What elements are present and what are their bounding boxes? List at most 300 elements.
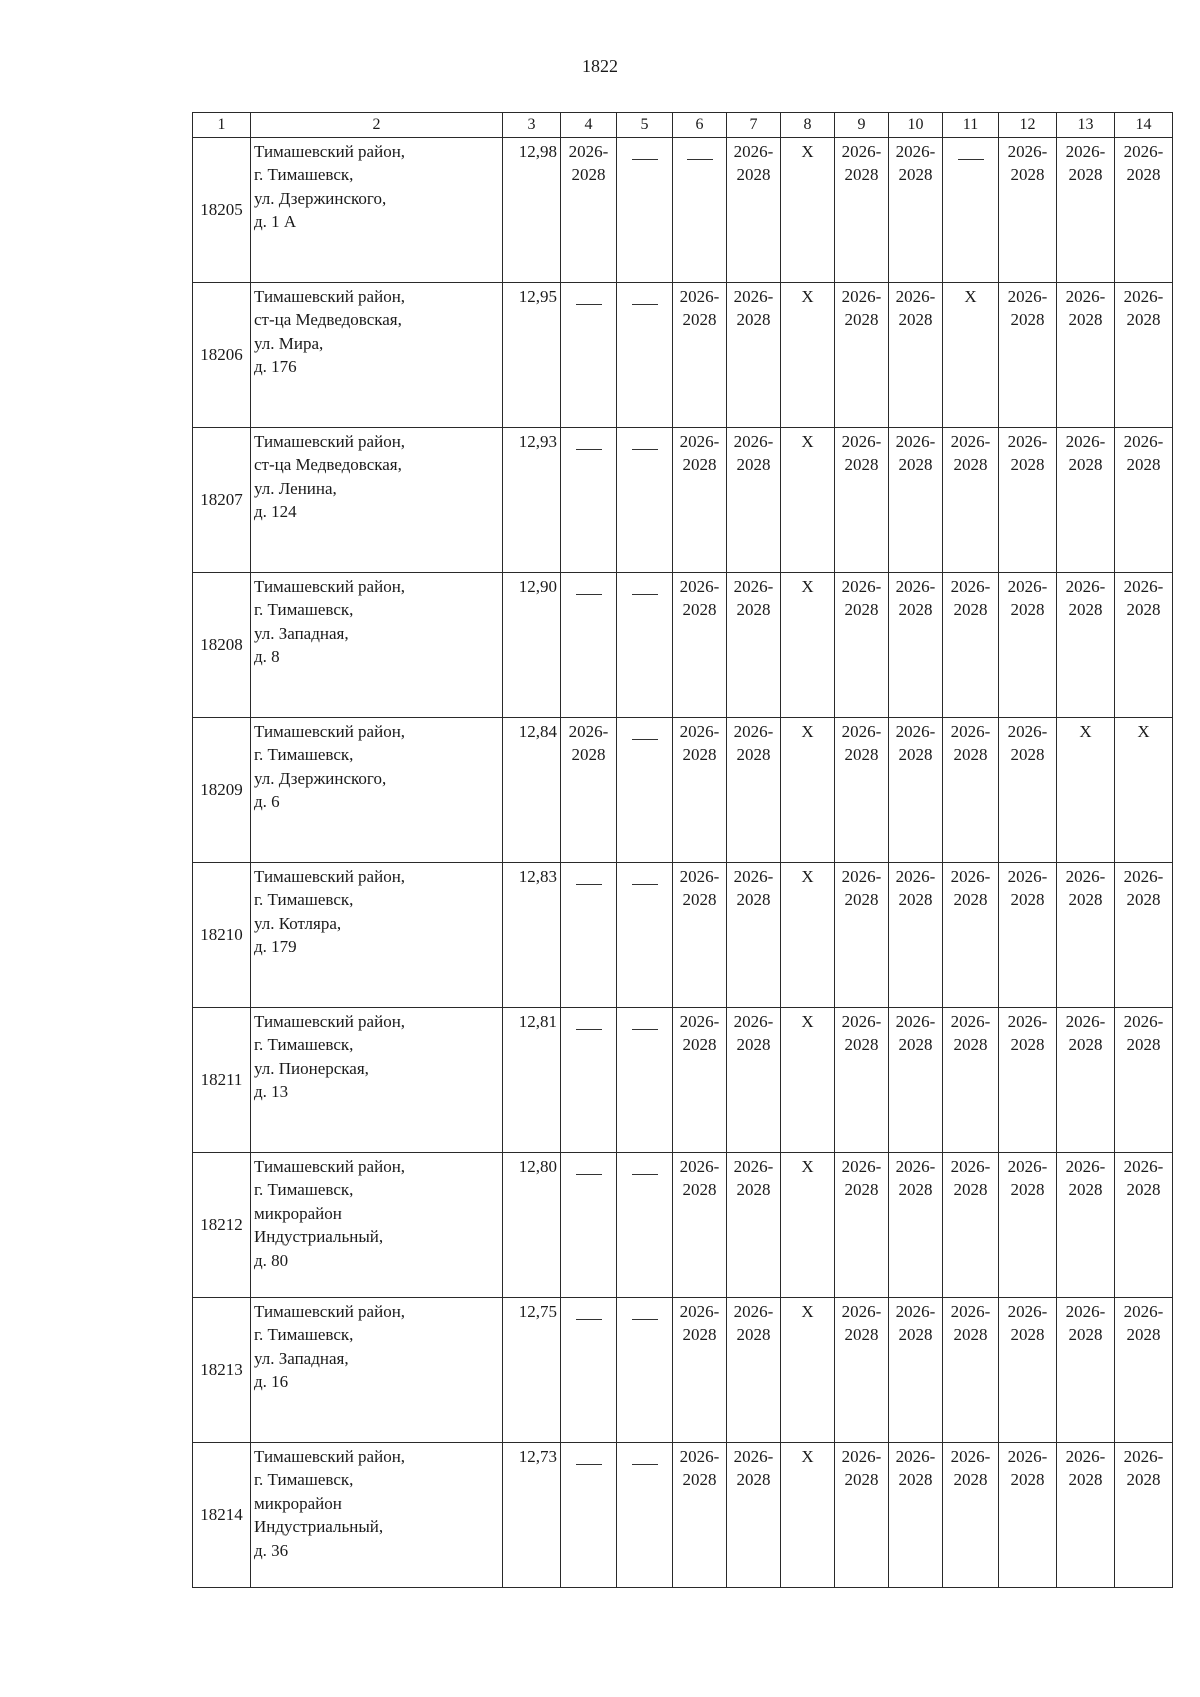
dash-cell	[673, 138, 727, 283]
dash-cell	[561, 1443, 617, 1588]
period-cell	[727, 138, 781, 283]
period-start: 2026-	[733, 142, 774, 161]
period-end: 2028	[898, 600, 933, 620]
period-cell	[889, 428, 943, 573]
period-start: 2026-	[1007, 1302, 1048, 1321]
period-end: 2028	[898, 1035, 933, 1055]
table-row	[193, 573, 1173, 718]
period-cell	[1115, 573, 1173, 718]
period-start: 2026-	[1065, 142, 1106, 161]
period-start: 2026-	[895, 287, 936, 306]
period-cell	[1115, 1298, 1173, 1443]
dash-cell	[617, 573, 673, 718]
period-cell	[1115, 138, 1173, 283]
address-cell	[251, 1298, 503, 1443]
address-line: ст-ца Медведовская,	[254, 455, 402, 475]
column-header: 5	[617, 113, 673, 138]
period-cell	[673, 428, 727, 573]
address-line: микрорайон	[254, 1203, 342, 1223]
period-start: 2026-	[1123, 432, 1164, 451]
period-end: 2028	[1010, 310, 1045, 330]
dash-mark	[632, 594, 658, 595]
period-cell	[1057, 138, 1115, 283]
period-end: 2028	[1126, 1325, 1161, 1345]
mark-cell: Х	[781, 1153, 835, 1298]
period-start: 2026-	[895, 1447, 936, 1466]
period-cell	[1057, 283, 1115, 428]
period-end: 2028	[953, 1470, 988, 1490]
column-header: 4	[561, 113, 617, 138]
period-start: 2026-	[1007, 1447, 1048, 1466]
column-header: 1	[193, 113, 251, 138]
period-start: 2026-	[1007, 867, 1048, 886]
share-cell: 12,75	[503, 1298, 561, 1443]
period-cell	[835, 718, 889, 863]
address-line: Тимашевский район,	[254, 577, 406, 596]
period-cell	[1057, 1153, 1115, 1298]
dash-mark	[632, 304, 658, 305]
period-start: 2026-	[679, 1302, 720, 1321]
period-cell	[943, 573, 999, 718]
mark-cell: Х	[781, 1443, 835, 1588]
period-end: 2028	[682, 600, 717, 620]
address-line: Тимашевский район,	[254, 722, 406, 741]
period-cell	[835, 1298, 889, 1443]
period-end: 2028	[1010, 890, 1045, 910]
dash-mark	[576, 449, 602, 450]
period-cell	[943, 1008, 999, 1153]
period-start: 2026-	[1123, 1447, 1164, 1466]
period-end: 2028	[953, 1035, 988, 1055]
period-start: 2026-	[679, 722, 720, 741]
dash-mark	[576, 1174, 602, 1175]
address-line: Тимашевский район,	[254, 1302, 406, 1321]
column-header: 7	[727, 113, 781, 138]
period-cell	[889, 283, 943, 428]
period-start: 2026-	[733, 577, 774, 596]
period-start: 2026-	[950, 1012, 991, 1031]
period-cell	[999, 1298, 1057, 1443]
dash-mark	[632, 159, 658, 160]
mark-cell: Х	[943, 283, 999, 428]
share-cell: 12,90	[503, 573, 561, 718]
period-cell	[673, 718, 727, 863]
period-end: 2028	[953, 600, 988, 620]
period-cell	[727, 718, 781, 863]
address-line: д. 124	[254, 502, 297, 522]
row-number: 18205	[193, 138, 251, 283]
period-end: 2028	[736, 1035, 771, 1055]
period-end: 2028	[1068, 1325, 1103, 1345]
address-cell	[251, 573, 503, 718]
period-cell	[727, 863, 781, 1008]
row-number: 18211	[193, 1008, 251, 1153]
period-end: 2028	[898, 745, 933, 765]
period-end: 2028	[1068, 310, 1103, 330]
period-start: 2026-	[1065, 1447, 1106, 1466]
address-line: Тимашевский район,	[254, 1157, 406, 1176]
period-cell	[889, 1008, 943, 1153]
dash-cell	[561, 1153, 617, 1298]
column-header: 10	[889, 113, 943, 138]
address-line: д. 1 А	[254, 212, 297, 232]
dash-mark	[576, 1464, 602, 1465]
column-header: 12	[999, 113, 1057, 138]
address-line: Тимашевский район,	[254, 867, 406, 886]
period-start: 2026-	[950, 1302, 991, 1321]
mark-cell: Х	[781, 428, 835, 573]
address-line: г. Тимашевск,	[254, 1325, 354, 1345]
period-cell	[1115, 428, 1173, 573]
period-cell	[727, 428, 781, 573]
period-end: 2028	[682, 890, 717, 910]
period-cell	[835, 863, 889, 1008]
period-cell	[1115, 1153, 1173, 1298]
register-table	[192, 112, 1173, 1588]
period-end: 2028	[844, 1035, 879, 1055]
row-number: 18212	[193, 1153, 251, 1298]
address-line: Индустриальный,	[254, 1517, 384, 1537]
mark-cell: Х	[781, 863, 835, 1008]
period-cell	[673, 1298, 727, 1443]
mark-cell: Х	[781, 283, 835, 428]
period-end: 2028	[1068, 890, 1103, 910]
period-end: 2028	[898, 455, 933, 475]
share-cell: 12,98	[503, 138, 561, 283]
period-start: 2026-	[950, 432, 991, 451]
period-start: 2026-	[733, 722, 774, 741]
period-cell	[943, 863, 999, 1008]
period-cell	[1115, 863, 1173, 1008]
period-end: 2028	[898, 1470, 933, 1490]
dash-cell	[561, 573, 617, 718]
address-line: Тимашевский район,	[254, 142, 406, 161]
address-line: г. Тимашевск,	[254, 1180, 354, 1200]
dash-mark	[576, 1319, 602, 1320]
address-line: д. 80	[254, 1250, 289, 1270]
address-line: Тимашевский район,	[254, 287, 406, 306]
period-start: 2026-	[950, 722, 991, 741]
period-cell	[835, 1153, 889, 1298]
period-cell	[889, 1153, 943, 1298]
period-end: 2028	[1068, 600, 1103, 620]
dash-cell	[561, 428, 617, 573]
period-cell	[1057, 1008, 1115, 1153]
table-row	[193, 1008, 1173, 1153]
period-start: 2026-	[895, 432, 936, 451]
dash-cell	[617, 1298, 673, 1443]
share-cell: 12,93	[503, 428, 561, 573]
period-start: 2026-	[841, 1447, 882, 1466]
dash-mark	[632, 1464, 658, 1465]
period-end: 2028	[571, 745, 606, 765]
table-row	[193, 1298, 1173, 1443]
period-start: 2026-	[1065, 432, 1106, 451]
share-cell: 12,84	[503, 718, 561, 863]
period-start: 2026-	[841, 287, 882, 306]
dash-mark	[576, 304, 602, 305]
period-start: 2026-	[895, 722, 936, 741]
dash-mark	[632, 449, 658, 450]
table-row	[193, 718, 1173, 863]
period-cell	[727, 1298, 781, 1443]
dash-cell	[617, 138, 673, 283]
dash-mark	[632, 1174, 658, 1175]
address-line: д. 6	[254, 792, 280, 812]
period-start: 2026-	[1065, 287, 1106, 306]
address-line: д. 16	[254, 1372, 289, 1392]
period-end: 2028	[1126, 455, 1161, 475]
dash-cell	[617, 1153, 673, 1298]
period-start: 2026-	[733, 867, 774, 886]
period-end: 2028	[844, 1325, 879, 1345]
period-cell	[835, 138, 889, 283]
address-line: д. 36	[254, 1540, 289, 1560]
dash-cell	[617, 428, 673, 573]
period-end: 2028	[844, 455, 879, 475]
period-start: 2026-	[1007, 142, 1048, 161]
period-start: 2026-	[679, 867, 720, 886]
period-end: 2028	[1068, 455, 1103, 475]
share-cell: 12,81	[503, 1008, 561, 1153]
period-cell	[999, 573, 1057, 718]
period-start: 2026-	[733, 432, 774, 451]
period-cell	[673, 1443, 727, 1588]
period-end: 2028	[1068, 1180, 1103, 1200]
period-end: 2028	[682, 745, 717, 765]
period-start: 2026-	[679, 577, 720, 596]
period-cell	[727, 1008, 781, 1153]
period-end: 2028	[953, 1180, 988, 1200]
mark-cell: Х	[1115, 718, 1173, 863]
period-end: 2028	[736, 165, 771, 185]
period-start: 2026-	[895, 1302, 936, 1321]
period-cell	[1057, 1443, 1115, 1588]
dash-mark	[576, 1029, 602, 1030]
address-line: Тимашевский район,	[254, 1012, 406, 1031]
period-end: 2028	[898, 1325, 933, 1345]
period-start: 2026-	[1007, 722, 1048, 741]
period-end: 2028	[1126, 600, 1161, 620]
period-cell	[835, 1443, 889, 1588]
period-start: 2026-	[733, 1157, 774, 1176]
period-end: 2028	[736, 890, 771, 910]
column-header: 9	[835, 113, 889, 138]
row-number: 18209	[193, 718, 251, 863]
period-start: 2026-	[950, 577, 991, 596]
period-cell	[943, 1153, 999, 1298]
period-start: 2026-	[679, 1447, 720, 1466]
table-row	[193, 138, 1173, 283]
period-cell	[1057, 573, 1115, 718]
period-cell	[889, 718, 943, 863]
period-end: 2028	[1010, 745, 1045, 765]
period-end: 2028	[736, 600, 771, 620]
period-cell	[673, 1008, 727, 1153]
mark-cell: Х	[781, 718, 835, 863]
period-cell	[889, 1443, 943, 1588]
period-start: 2026-	[1123, 287, 1164, 306]
table-body	[193, 138, 1173, 1588]
period-end: 2028	[953, 890, 988, 910]
period-start: 2026-	[733, 1447, 774, 1466]
period-start: 2026-	[841, 577, 882, 596]
address-line: г. Тимашевск,	[254, 890, 354, 910]
share-cell: 12,83	[503, 863, 561, 1008]
period-end: 2028	[736, 1470, 771, 1490]
share-cell: 12,95	[503, 283, 561, 428]
period-end: 2028	[844, 1470, 879, 1490]
period-cell	[889, 1298, 943, 1443]
period-end: 2028	[898, 1180, 933, 1200]
period-end: 2028	[1126, 1180, 1161, 1200]
period-end: 2028	[844, 745, 879, 765]
period-start: 2026-	[1065, 1012, 1106, 1031]
period-end: 2028	[1010, 1180, 1045, 1200]
period-cell	[999, 283, 1057, 428]
period-end: 2028	[898, 165, 933, 185]
period-end: 2028	[736, 1325, 771, 1345]
table-row	[193, 283, 1173, 428]
period-end: 2028	[682, 1325, 717, 1345]
period-start: 2026-	[1123, 577, 1164, 596]
period-start: 2026-	[841, 1157, 882, 1176]
period-start: 2026-	[1123, 1012, 1164, 1031]
column-header: 8	[781, 113, 835, 138]
address-line: ул. Западная,	[254, 1348, 349, 1368]
period-cell	[999, 1443, 1057, 1588]
period-cell	[889, 138, 943, 283]
address-line: г. Тимашевск,	[254, 1035, 354, 1055]
period-start: 2026-	[1065, 1157, 1106, 1176]
period-start: 2026-	[733, 287, 774, 306]
period-cell	[727, 573, 781, 718]
period-end: 2028	[682, 1035, 717, 1055]
period-start: 2026-	[733, 1012, 774, 1031]
period-start: 2026-	[1007, 1157, 1048, 1176]
column-header: 2	[251, 113, 503, 138]
period-cell	[1115, 1008, 1173, 1153]
period-start: 2026-	[841, 432, 882, 451]
address-line: д. 8	[254, 647, 280, 667]
period-start: 2026-	[1065, 577, 1106, 596]
address-cell	[251, 138, 503, 283]
period-end: 2028	[736, 745, 771, 765]
period-start: 2026-	[1007, 287, 1048, 306]
period-end: 2028	[953, 1325, 988, 1345]
dash-mark	[632, 1029, 658, 1030]
row-number: 18206	[193, 283, 251, 428]
column-header: 13	[1057, 113, 1115, 138]
share-cell: 12,80	[503, 1153, 561, 1298]
dash-cell	[617, 283, 673, 428]
row-number: 18207	[193, 428, 251, 573]
period-cell	[835, 428, 889, 573]
period-cell	[835, 573, 889, 718]
period-cell	[889, 863, 943, 1008]
period-end: 2028	[1068, 165, 1103, 185]
period-start: 2026-	[1123, 867, 1164, 886]
period-end: 2028	[844, 600, 879, 620]
period-start: 2026-	[841, 722, 882, 741]
period-start: 2026-	[1123, 1302, 1164, 1321]
row-number: 18210	[193, 863, 251, 1008]
period-start: 2026-	[895, 867, 936, 886]
period-start: 2026-	[841, 1012, 882, 1031]
period-end: 2028	[1010, 1325, 1045, 1345]
dash-cell	[617, 718, 673, 863]
period-cell	[1057, 863, 1115, 1008]
period-cell	[889, 573, 943, 718]
period-cell	[561, 138, 617, 283]
period-end: 2028	[736, 310, 771, 330]
period-start: 2026-	[1065, 1302, 1106, 1321]
period-cell	[1057, 1298, 1115, 1443]
period-end: 2028	[953, 455, 988, 475]
row-number: 18214	[193, 1443, 251, 1588]
address-line: г. Тимашевск,	[254, 745, 354, 765]
dash-mark	[958, 159, 984, 160]
period-cell	[999, 1008, 1057, 1153]
period-start: 2026-	[1007, 1012, 1048, 1031]
address-line: ул. Мира,	[254, 333, 324, 353]
address-line: ул. Котляра,	[254, 913, 342, 933]
address-line: Тимашевский район,	[254, 432, 406, 451]
address-line: д. 176	[254, 357, 297, 377]
dash-cell	[561, 863, 617, 1008]
period-end: 2028	[1126, 310, 1161, 330]
column-header: 6	[673, 113, 727, 138]
column-header: 3	[503, 113, 561, 138]
address-cell	[251, 1008, 503, 1153]
dash-cell	[561, 1298, 617, 1443]
period-cell	[999, 138, 1057, 283]
period-cell	[943, 1443, 999, 1588]
address-cell	[251, 718, 503, 863]
period-start: 2026-	[895, 1012, 936, 1031]
period-start: 2026-	[1007, 577, 1048, 596]
period-end: 2028	[1010, 600, 1045, 620]
dash-cell	[617, 1008, 673, 1153]
dash-mark	[632, 1319, 658, 1320]
period-end: 2028	[736, 455, 771, 475]
period-cell	[835, 283, 889, 428]
period-cell	[727, 283, 781, 428]
period-cell	[999, 718, 1057, 863]
period-end: 2028	[1126, 165, 1161, 185]
period-end: 2028	[682, 455, 717, 475]
address-line: ул. Пионерская,	[254, 1058, 369, 1078]
period-cell	[943, 718, 999, 863]
period-start: 2026-	[1065, 867, 1106, 886]
period-end: 2028	[1010, 1470, 1045, 1490]
period-cell	[673, 863, 727, 1008]
row-number: 18213	[193, 1298, 251, 1443]
dash-mark	[632, 739, 658, 740]
dash-mark	[576, 884, 602, 885]
period-start: 2026-	[950, 1447, 991, 1466]
table-row	[193, 1153, 1173, 1298]
dash-mark	[576, 594, 602, 595]
column-header: 14	[1115, 113, 1173, 138]
address-line: д. 179	[254, 937, 297, 957]
address-line: микрорайон	[254, 1493, 342, 1513]
period-cell	[999, 428, 1057, 573]
dash-mark	[687, 159, 713, 160]
address-line: г. Тимашевск,	[254, 1470, 354, 1490]
period-end: 2028	[898, 310, 933, 330]
period-start: 2026-	[679, 287, 720, 306]
